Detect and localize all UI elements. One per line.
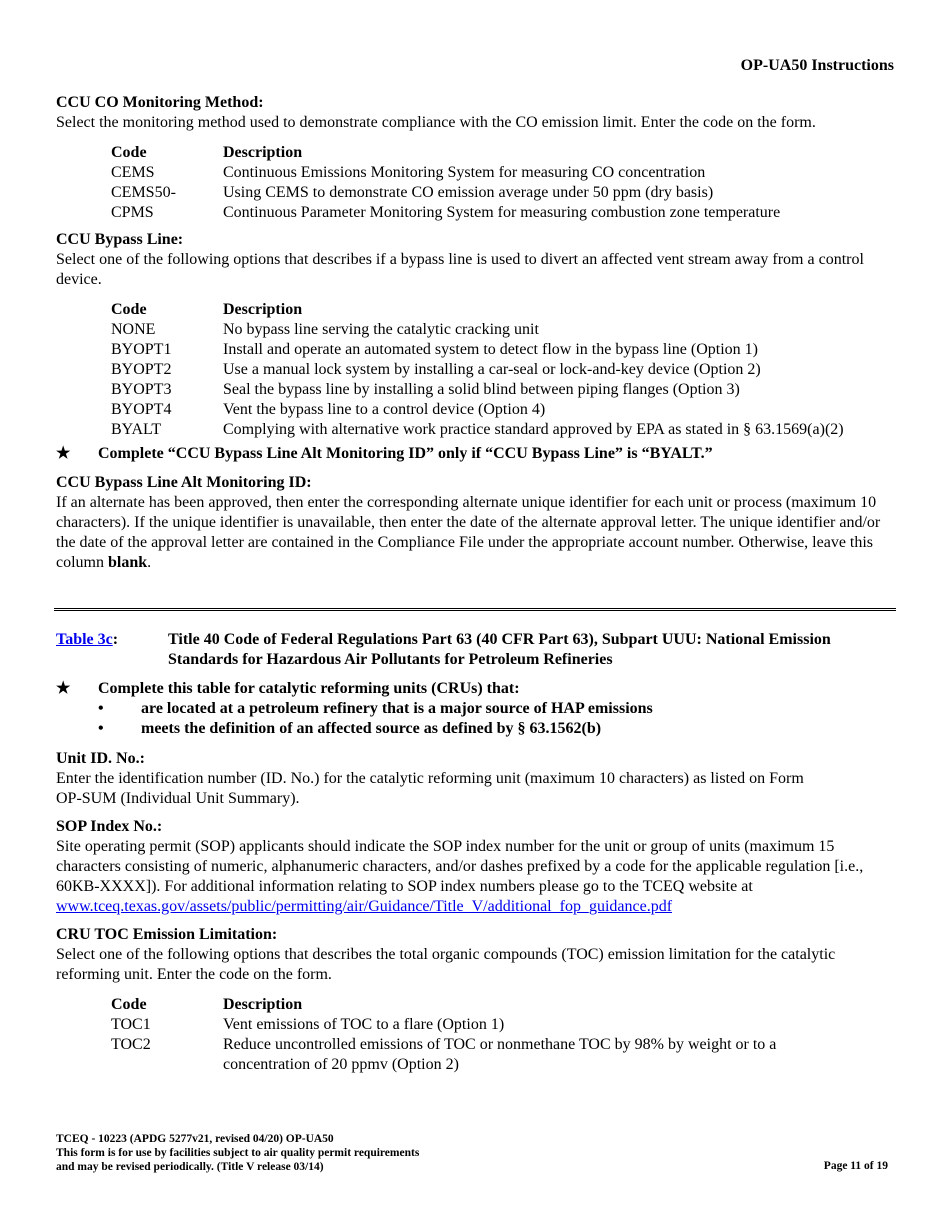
desc-cell: Use a manual lock system by installing a car-seal or lock-and-key device (Option 2) — [223, 361, 761, 378]
col-code-header: Code — [111, 996, 147, 1013]
table-row — [111, 1035, 896, 1075]
bypass-intro: Select one of the following options that describes if a bypass line is used to divert an affected vent stream away from a control device. — [56, 251, 864, 288]
footer-line: and may be revised periodically. (Title V release 03/14) — [56, 1161, 324, 1173]
code-cell: BYOPT3 — [111, 381, 172, 398]
co-method-table — [111, 143, 896, 223]
code-cell: BYOPT2 — [111, 361, 172, 378]
table-row — [111, 203, 896, 223]
col-code-header: Code — [111, 144, 147, 161]
page-number: Page 11 of 19 — [823, 1160, 888, 1172]
table-row — [111, 360, 950, 380]
star-note-2 — [56, 679, 896, 739]
list-item — [98, 699, 896, 719]
alt-id-text-main: If an alternate has been approved, then enter the corresponding alternate unique identifier for each unit or process (maximum 10 characters). If the unique identifier is unavailable, then enter the date of the alternate approval letter. The unique identifier and/or the date of the approval letter are contained in the Compliance File under the appropriate account number. Otherwise, leave this column — [56, 494, 881, 571]
desc-cell: Reduce uncontrolled emissions of TOC or nonmethane TOC by 98% by weight or to a concentration of 20 ppmv (Option 2) — [223, 1036, 777, 1073]
sop-text-main: Site operating permit (SOP) applicants should indicate the SOP index number for the unit or group of units (maximum 15 characters consisting of numeric, alphanumeric characters, and/or dashes prefixed by a code for the applicable regulation [i.e., 60KB-XXXX]). For additional information relating to SOP index numbers please go to the TCEQ website at — [56, 838, 864, 895]
toc-title: CRU TOC Emission Limitation: — [56, 926, 278, 943]
co-method-intro: Select the monitoring method used to demonstrate compliance with the CO emission limit. Enter the code on the form. — [56, 114, 816, 131]
code-cell: BYOPT1 — [111, 341, 172, 358]
desc-cell: Vent the bypass line to a control device (Option 4) — [223, 401, 546, 418]
table-header-row — [111, 143, 896, 163]
star-note-text: Complete “CCU Bypass Line Alt Monitoring ID” only if “CCU Bypass Line” is “BYALT.” — [98, 445, 713, 462]
table-row — [111, 163, 896, 183]
table-header-row — [111, 995, 896, 1015]
section-divider — [54, 608, 896, 611]
code-cell: CEMS50- — [111, 184, 176, 201]
star-icon: ★ — [56, 680, 71, 697]
co-method-section — [56, 93, 896, 223]
co-method-title: CCU CO Monitoring Method: — [56, 94, 264, 111]
table-row — [111, 183, 896, 203]
desc-cell: Install and operate an automated system to detect flow in the bypass line (Option 1) — [223, 341, 758, 358]
table-row — [111, 320, 950, 340]
star-note-2-text: Complete this table for catalytic reforming units (CRUs) that: — [98, 680, 520, 697]
code-cell: TOC2 — [111, 1036, 151, 1053]
col-desc-header: Description — [223, 996, 303, 1013]
toc-section — [56, 925, 896, 1075]
bullet-icon: • — [98, 700, 104, 717]
bypass-table — [111, 300, 950, 440]
footer-line: This form is for use by facilities subject to air quality permit requirements — [56, 1147, 420, 1159]
star-note — [56, 444, 896, 464]
table3c-colon: : — [112, 631, 119, 648]
col-desc-header: Description — [223, 301, 303, 318]
desc-cell: No bypass line serving the catalytic cracking unit — [223, 321, 539, 338]
table-row — [111, 340, 950, 360]
alt-id-section — [56, 473, 896, 573]
tceq-guidance-link[interactable]: www.tceq.texas.gov/assets/public/permitting/air/Guidance/Title_V/additional_fop_guidance.pdf — [56, 898, 673, 915]
code-cell: CPMS — [111, 204, 154, 221]
code-cell: NONE — [111, 321, 156, 338]
col-code-header: Code — [111, 301, 147, 318]
table3c-link[interactable]: Table 3c — [56, 631, 113, 648]
table-row — [111, 420, 950, 440]
table3c-heading — [56, 630, 896, 670]
list-item — [98, 719, 896, 739]
unit-id-title: Unit ID. No.: — [56, 750, 145, 767]
star-icon: ★ — [56, 445, 71, 462]
footer-form-info — [56, 1132, 419, 1174]
unit-id-text: Enter the identification number (ID. No.) for the catalytic reforming unit (maximum 10 characters) as listed on Form OP-SUM (Individual Unit Summary). — [56, 770, 804, 807]
table3c-ref — [56, 630, 168, 670]
table-row — [111, 380, 950, 400]
footer-line: TCEQ - 10223 (APDG 5277v21, revised 04/20) OP-UA50 — [56, 1133, 334, 1145]
table-header-row — [111, 300, 950, 320]
table3c-title: Title 40 Code of Federal Regulations Part 63 (40 CFR Part 63), Subpart UUU: National Emission Standards for Hazardous Air Pollutants for Petroleum Refineries — [168, 631, 831, 668]
desc-cell: Continuous Parameter Monitoring System for measuring combustion zone temperature — [223, 204, 781, 221]
sop-text — [56, 837, 896, 917]
desc-cell: Using CEMS to demonstrate CO emission average under 50 ppm (dry basis) — [223, 184, 714, 201]
desc-cell: Seal the bypass line by installing a solid blind between piping flanges (Option 3) — [223, 381, 740, 398]
sop-section — [56, 817, 896, 917]
toc-intro: Select one of the following options that describes the total organic compounds (TOC) emission limitation for the catalytic reforming unit. Enter the code on the form. — [56, 946, 836, 983]
list-item-text: meets the definition of an affected source as defined by § 63.1562(b) — [141, 720, 602, 737]
bypass-title: CCU Bypass Line: — [56, 231, 184, 248]
unit-id-section — [56, 749, 896, 809]
code-cell: TOC1 — [111, 1016, 151, 1033]
list-item-text: are located at a petroleum refinery that is a major source of HAP emissions — [141, 700, 653, 717]
bullet-icon: • — [98, 720, 104, 737]
alt-id-text — [56, 493, 896, 573]
alt-id-title: CCU Bypass Line Alt Monitoring ID: — [56, 474, 312, 491]
table-row — [111, 400, 950, 420]
page-header-title: OP-UA50 Instructions — [740, 57, 894, 74]
alt-id-text-bold: blank — [108, 554, 148, 571]
toc-table — [111, 995, 896, 1075]
desc-cell: Vent emissions of TOC to a flare (Option 1) — [223, 1016, 505, 1033]
col-desc-header: Description — [223, 144, 303, 161]
bypass-section — [56, 230, 896, 440]
desc-cell: Complying with alternative work practice standard approved by EPA as stated in § 63.1569(a)(2) — [223, 421, 844, 438]
star-note-2-line — [56, 679, 896, 699]
table-row — [111, 1015, 896, 1035]
sop-title: SOP Index No.: — [56, 818, 163, 835]
desc-cell: Continuous Emissions Monitoring System for measuring CO concentration — [223, 164, 706, 181]
code-cell: BYALT — [111, 421, 162, 438]
code-cell: CEMS — [111, 164, 155, 181]
code-cell: BYOPT4 — [111, 401, 172, 418]
alt-id-text-end: . — [147, 554, 152, 571]
